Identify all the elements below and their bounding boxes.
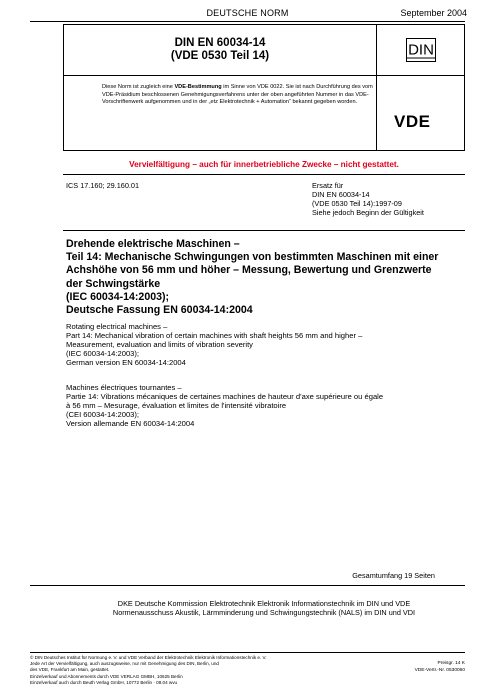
publication-date: September 2004 [400, 8, 467, 18]
copyright-line: des VDE, Frankfurt am Main, gestattet. [30, 667, 110, 673]
total-pages: Gesamtumfang 19 Seiten [352, 571, 435, 580]
title-line: (CEI 60034-14:2003); [66, 410, 140, 420]
committee-line: DKE Deutsche Kommission Elektrotechnik Elektronik Informationstechnik im DIN und VDE [117, 599, 411, 608]
order-number: VDE-Vertr.-Nr. 0530060 [414, 668, 465, 673]
top-rule [30, 21, 465, 22]
committee [63, 599, 465, 617]
title-line: Measurement, evaluation and limits of vibration severity [66, 340, 253, 350]
designation-row [64, 25, 464, 76]
notice-emphasis: VDE-Bestimmung [174, 84, 222, 90]
rule [30, 585, 465, 586]
copyright-line: Einzelverkauf und Abonnements durch VDE VERLAG GMBH, 10625 Berlin [30, 673, 183, 679]
title-line: Teil 14: Mechanische Schwingungen von bestimmten Maschinen mit einer [66, 251, 439, 264]
header-box [63, 24, 465, 151]
title-line: Rotating electrical machines – [66, 322, 168, 331]
title-line: Part 14: Mechanical vibration of certain machines with shaft heights 56 mm and higher – [66, 331, 363, 341]
copyright-block [30, 655, 370, 686]
divider [376, 76, 377, 150]
ics-code: ICS 17.160; 29.160.01 [66, 181, 140, 190]
price-info [415, 660, 465, 674]
committee-line: Normenausschuss Akustik, Lärmminderung und Schwingungstechnik (NALS) im DIN und VDI [112, 608, 416, 617]
din-logo [406, 38, 436, 62]
title-line: der Schwingstärke [66, 277, 161, 290]
replaces-line: (VDE 0530 Teil 14):1997-09 [312, 199, 402, 208]
title-line: Achshöhe von 56 mm und höher – Messung, Bewertung und Grenzwerte [66, 264, 432, 277]
title-line: Drehende elektrische Maschinen – [66, 238, 240, 250]
title-line: German version EN 60034-14:2004 [66, 358, 186, 368]
copyright-line: Einzelverkauf auch durch Beuth Verlag GmbH, 10772 Berlin · 09.04 wvu [30, 679, 178, 685]
standard-number-line1: DIN EN 60034-14 [174, 37, 266, 49]
title-line: (IEC 60034-14:2003); [66, 290, 170, 303]
title-line: (IEC 60034-14:2003); [66, 349, 140, 359]
copyright-line: © DIN Deutsches Institut für Normung e. V. und VDE Verband der Elektrotechnik Elektronik Informationstechnik e. V. [30, 655, 267, 660]
rule [63, 230, 465, 231]
notice-row [64, 76, 464, 150]
standard-type: DEUTSCHE NORM [206, 8, 289, 18]
din-logo-text: DIN [408, 41, 434, 59]
title-line: Machines électriques tournantes – [66, 383, 182, 392]
title-line: Deutsche Fassung EN 60034-14:2004 [66, 304, 253, 317]
title-german [66, 238, 466, 317]
reproduction-notice: Vervielfältigung – auch für innerbetriebliche Zwecke – nicht gestattet. [129, 160, 399, 169]
replaces-line: Siehe jedoch Beginn der Gültigkeit [312, 208, 424, 217]
notice-rest: im Sinne von VDE 0022. Sie ist nach Durchführung des vom VDE-Präsidium beschlossenen Genehmigungsverfahrens unter der oben angeführten Nummer in das VDE-Vorschriftenwerk aufgenommen und in der „etz Elektrotechnik + Automation“ bekannt gegeben worden. [102, 84, 373, 106]
standard-number [64, 37, 376, 63]
price-group: Preisgr. 14 K [437, 661, 465, 666]
vde-notice [102, 84, 376, 107]
notice-prefix: Diese Norm ist zugleich eine [102, 84, 175, 90]
title-line: à 56 mm – Mesurage, évaluation et limites de l'intensité vibratoire [66, 401, 287, 411]
divider [376, 25, 377, 75]
title-line: Version allemande EN 60034-14:2004 [66, 419, 195, 429]
rule [63, 174, 465, 175]
rule [30, 652, 465, 653]
vde-logo: VDE [394, 112, 431, 131]
title-line: Partie 14: Vibrations mécaniques de certaines machines de hauteur d'axe supérieure ou égale [66, 392, 384, 402]
replaces-line: Ersatz für [312, 181, 344, 190]
copyright-line: Jede Art der Vervielfältigung, auch auszugsweise, nur mit Genehmigung des DIN, Berlin, und [30, 661, 219, 667]
replaces-block [312, 181, 424, 217]
replaces-line: DIN EN 60034-14 [312, 190, 370, 199]
title-english [66, 322, 466, 367]
standard-number-line2: (VDE 0530 Teil 14) [170, 50, 270, 62]
title-french [66, 383, 466, 428]
